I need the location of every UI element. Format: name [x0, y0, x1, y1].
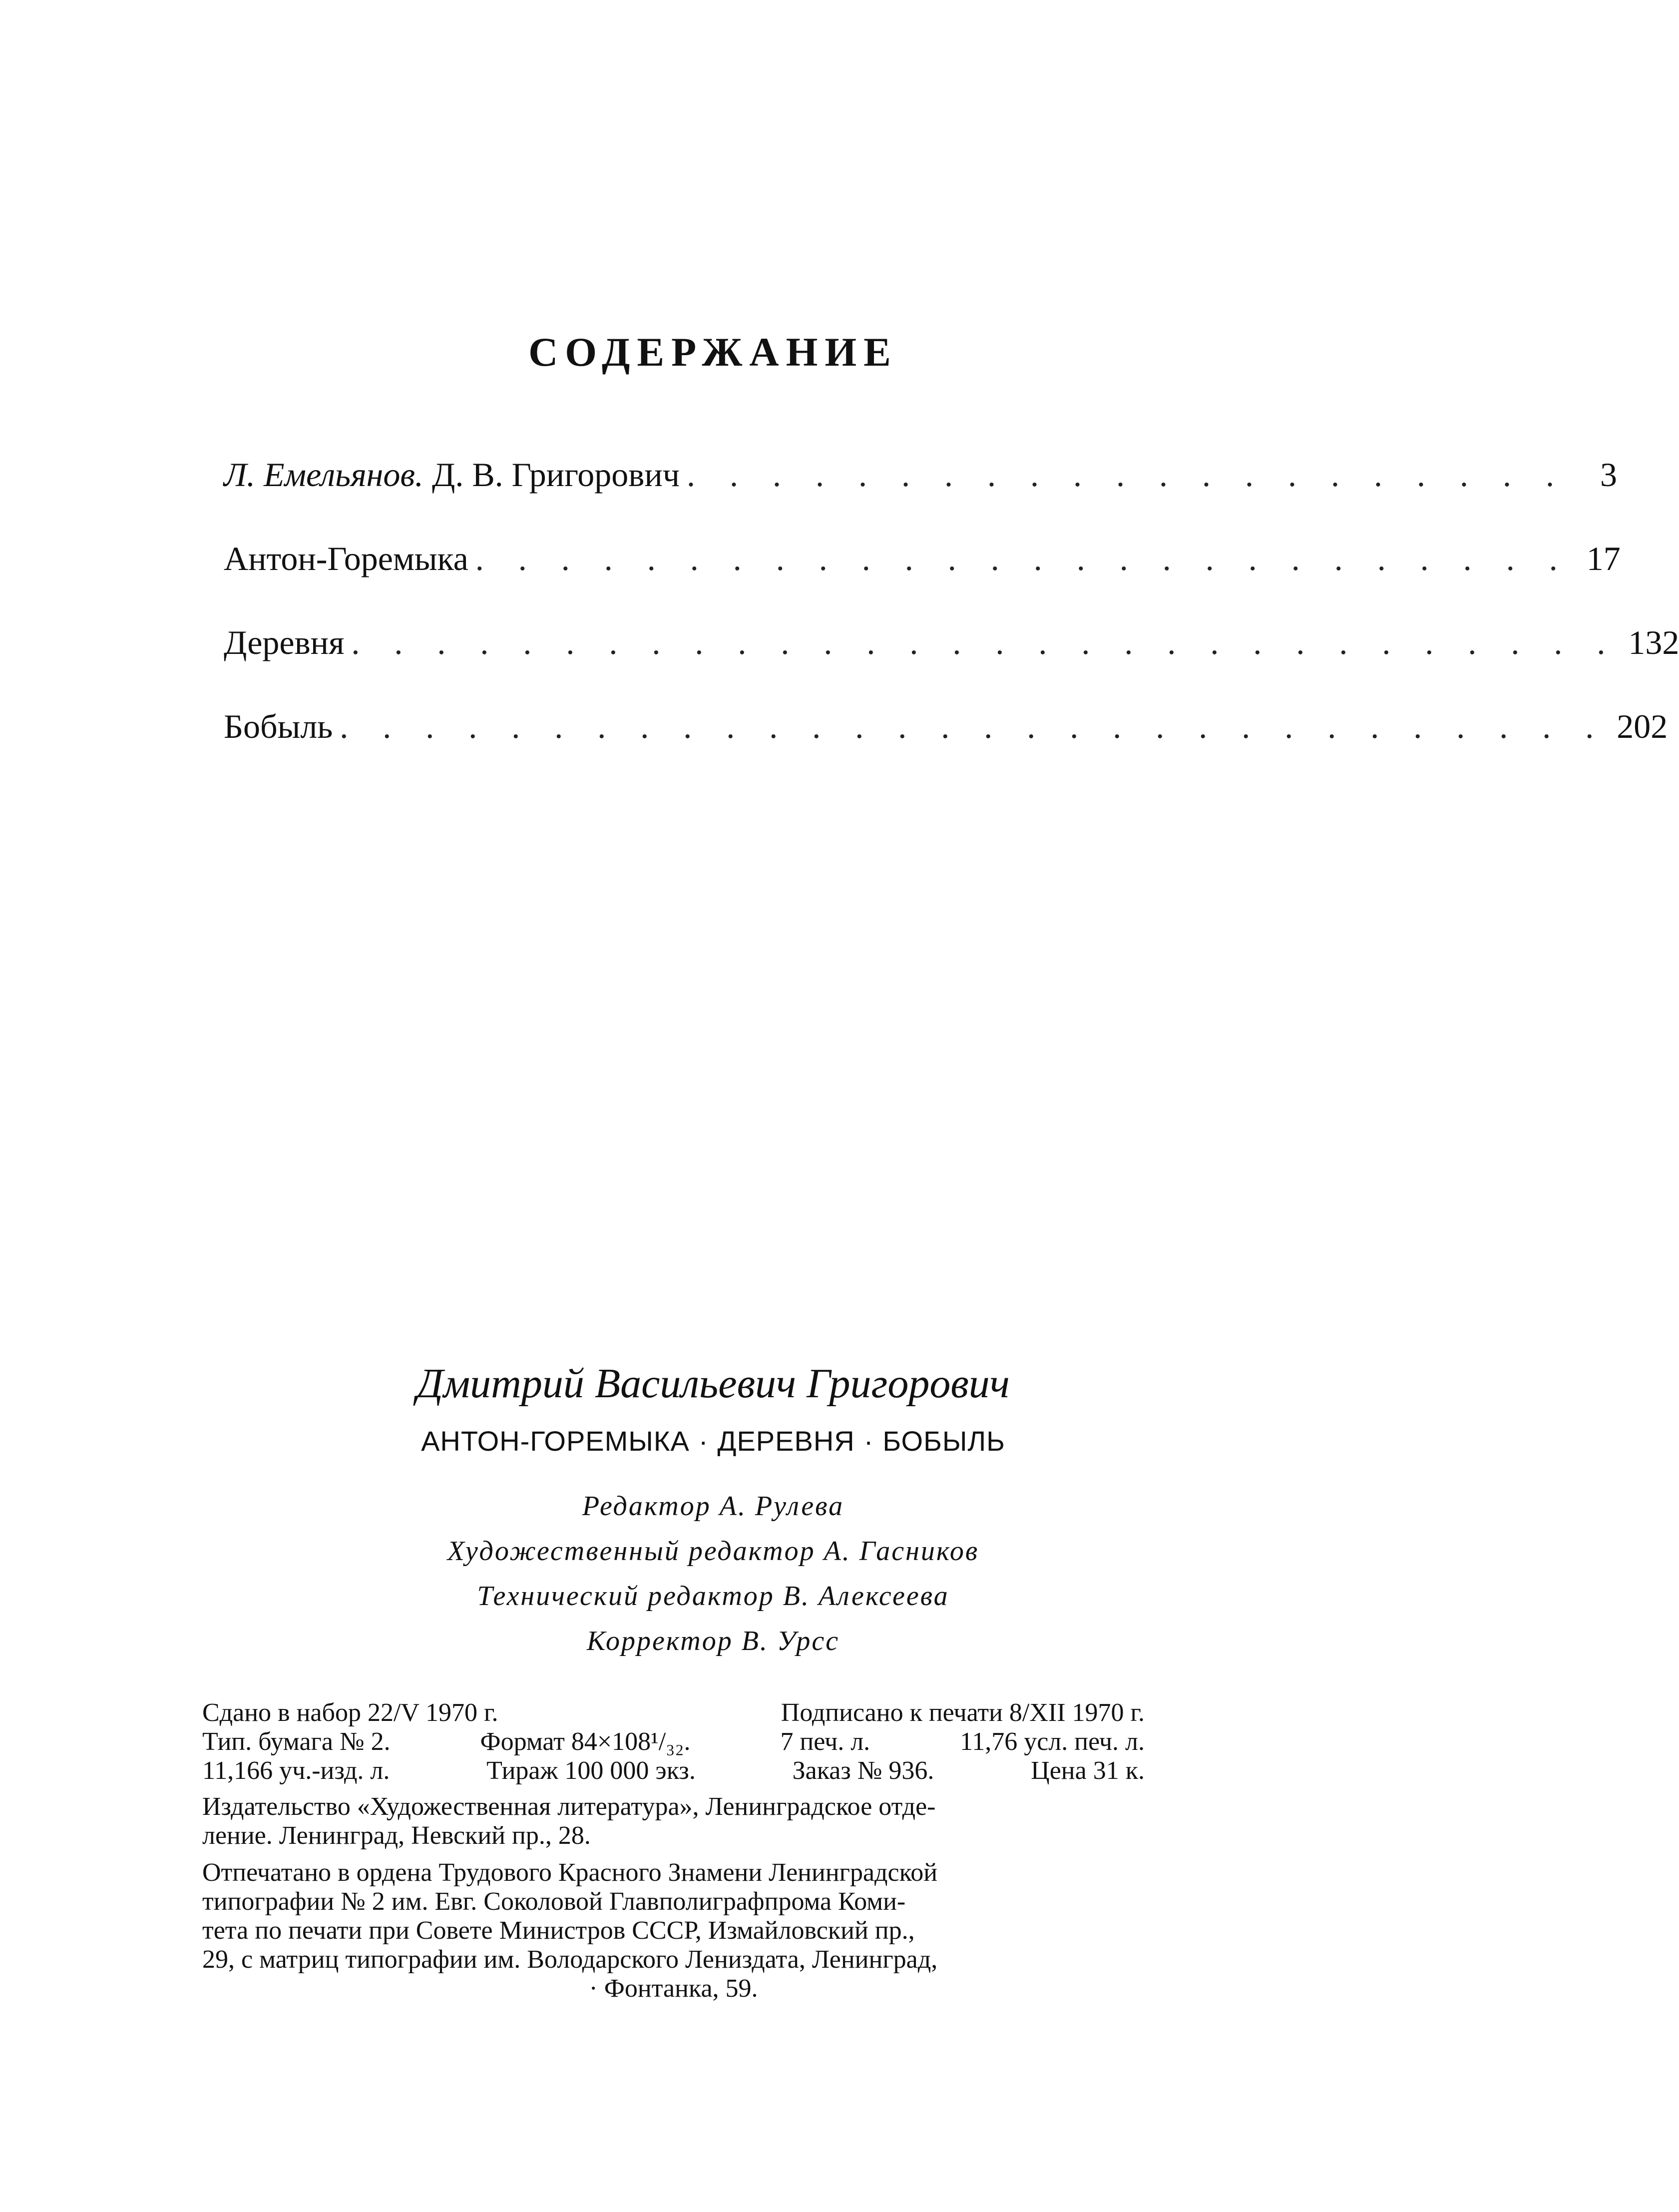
toc-page-number: 17 — [1586, 540, 1621, 577]
imprint-line: тета по печати при Совете Министров СССР, Измайловский пр., — [202, 1916, 915, 1945]
book-titles — [0, 1421, 1426, 1461]
title-separator: · — [698, 1425, 709, 1457]
toc-entry-title-text: Бобыль — [224, 707, 333, 745]
imprint-printer — [202, 1858, 1145, 2003]
imprint-field: 11,166 уч.-изд. л. — [202, 1756, 390, 1785]
imprint-publisher — [202, 1792, 1145, 1850]
imprint-field: Сдано в набор 22/V 1970 г. — [202, 1698, 498, 1727]
toc-entry[interactable] — [224, 617, 1679, 701]
toc-page-number: 202 — [1617, 707, 1668, 745]
toc-entry[interactable] — [224, 534, 1621, 617]
toc-list — [224, 450, 1679, 785]
toc-heading: СОДЕРЖАНИЕ — [528, 329, 898, 375]
toc-dot-leader: . . . . . . . . . . . . . . . . . . . . . . . . . . — [475, 540, 1571, 577]
imprint-field: Тираж 100 000 экз. — [486, 1756, 696, 1785]
toc-entry-author: Л. Емельянов. — [224, 456, 423, 494]
toc-entry-title — [224, 450, 680, 500]
toc-entry[interactable] — [224, 701, 1668, 785]
imprint-field: Подписано к печати 8/XII 1970 г. — [781, 1698, 1145, 1727]
toc-entry-title — [224, 534, 468, 583]
credit-technical-editor: Технический редактор В. Алексеева — [477, 1581, 949, 1612]
imprint-print-data — [202, 1698, 1145, 1785]
imprint-line: 29, с матриц типографии им. Володарского Лениздата, Ленинград, — [202, 1945, 938, 1974]
imprint-field: Тип. бумага № 2. — [202, 1727, 391, 1756]
imprint-line — [202, 1756, 1145, 1785]
toc-entry-title-text: Деревня — [224, 623, 345, 661]
book-title: АНТОН-ГОРЕМЫКА — [421, 1425, 690, 1457]
toc-entry-title-text: Д. В. Григорович — [423, 456, 680, 494]
credit-art-editor: Художественный редактор А. Гасников — [447, 1536, 979, 1567]
toc-entry-title — [224, 701, 333, 751]
imprint-line: ление. Ленинград, Невский пр., 28. — [202, 1821, 591, 1850]
toc-dot-leader: . . . . . . . . . . . . . . . . . . . . . — [687, 456, 1567, 494]
credits-list — [0, 1484, 1426, 1663]
imprint-line — [202, 1698, 1145, 1727]
title-separator: · — [863, 1425, 874, 1457]
toc-page-number: 3 — [1600, 456, 1617, 494]
imprint-field: Формат 84×108¹/₃₂. — [480, 1727, 691, 1756]
credit-editor: Редактор А. Рулева — [582, 1491, 844, 1522]
imprint-field: Заказ № 936. — [792, 1756, 934, 1785]
toc-dot-leader: . . . . . . . . . . . . . . . . . . . . . . . . . . . . . . — [340, 707, 1607, 745]
imprint-line: · Фонтанка, 59. — [589, 1974, 758, 2003]
book-title: БОБЫЛЬ — [882, 1425, 1005, 1457]
credit-proofreader: Корректор В. Урсс — [586, 1626, 840, 1657]
toc-page-number: 132 — [1628, 623, 1679, 661]
imprint-line: Издательство «Художественная литература», Ленинградское отде- — [202, 1792, 936, 1821]
book-title: ДЕРЕВНЯ — [717, 1425, 855, 1457]
toc-entry-title-text: Антон-Горемыка — [224, 540, 468, 577]
imprint-line — [202, 1727, 1145, 1756]
imprint-line: Отпечатано в ордена Трудового Красного Знамени Ленинградской — [202, 1858, 938, 1887]
toc-entry-title — [224, 617, 344, 667]
imprint-field: 11,76 усл. печ. л. — [960, 1727, 1145, 1756]
book-author: Дмитрий Васильевич Григорович — [417, 1360, 1010, 1407]
imprint-field: Цена 31 к. — [1031, 1756, 1145, 1785]
imprint-field: 7 печ. л. — [780, 1727, 870, 1756]
toc-entry[interactable] — [224, 450, 1617, 534]
toc-dot-leader: . . . . . . . . . . . . . . . . . . . . . . . . . . . . . . — [351, 623, 1619, 661]
imprint-line: типографии № 2 им. Евг. Соколовой Главполиграфпрома Коми- — [202, 1887, 906, 1916]
